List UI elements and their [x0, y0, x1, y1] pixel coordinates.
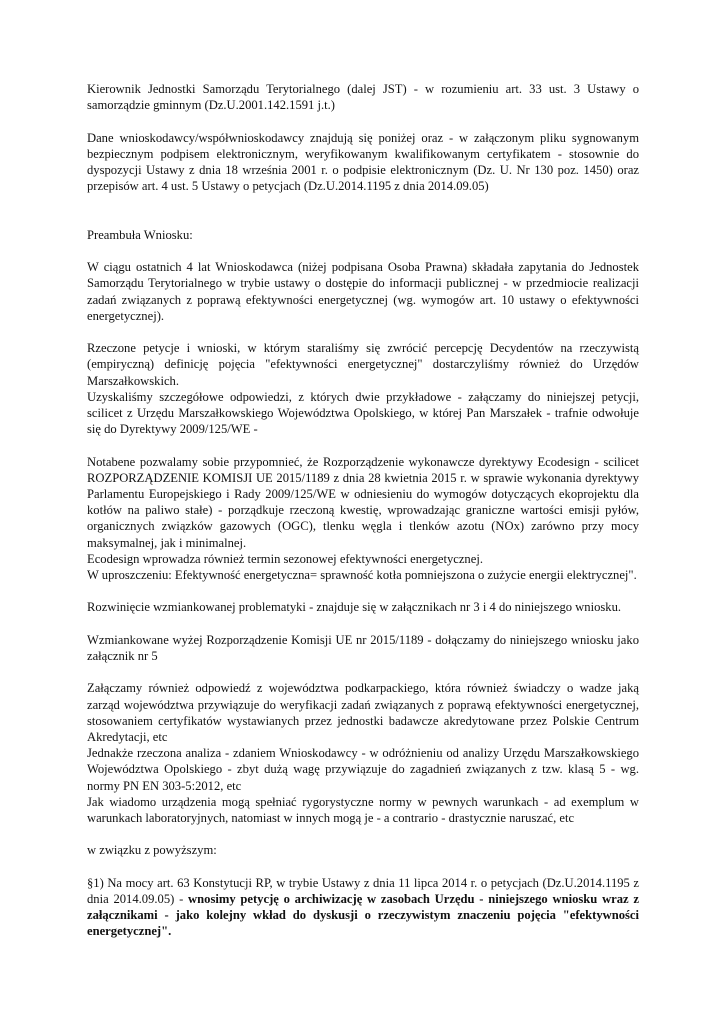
simplification-paragraph: W uproszczeniu: Efektywność energetyczna= sprawność kotła pomniejszona o zużycie energii elektrycznej".	[87, 568, 637, 583]
analysis-paragraph: Jednakże rzeczona analiza - zdaniem Wnioskodawcy - w odróżnieniu od analizy Urzędu Marszałkowskiego Województwa Opolskiego - zbyt dużą wagę przywiązuje do zagadnień związanych z tzw. klasą 5 - wg. normy PN EN 303-5:2012, etc	[87, 746, 639, 793]
document-page	[87, 81, 639, 940]
petition-request: wnosimy petycję o archiwizację w zasobach Urzędu - niniejszego wniosku wraz z załącznikami - jako kolejny wkład do dyskusji o rzeczywistym znaczeniu pojęcia "efektywności energetycznej".	[87, 892, 639, 939]
ecodesign-season-paragraph: Ecodesign wprowadza również termin sezonowej efektywności energetycznej.	[87, 551, 483, 566]
preamble-paragraph-3: Uzyskaliśmy szczegółowe odpowiedzi, z których dwie przykładowe - załączamy do niniejszej petycji, scilicet z Urzędu Marszałkowskiego Województwa Opolskiego, w której Pan Marszałek - trafnie odwołuje się do Dyrektywy 2009/125/WE -	[87, 389, 639, 437]
petition-legal-basis: §1) Na mocy art. 63 Konstytucji RP, w trybie Ustawy z dnia 11 lipca 2014 r. o petycjach (Dz.U.2014.1195 z dnia 2014.09.05) -	[87, 875, 639, 906]
preamble-paragraph-1: W ciągu ostatnich 4 lat Wnioskodawca (niżej podpisana Osoba Prawna) składała zapytania do Jednostek Samorządu Terytorialnego w trybie ustawy o dostępie do informacji publicznej - w przedmiocie realizacji zadań związanych z poprawą efektywności energetycznej (wg. wymogów art. 10 ustawy o efektywności energetycznej).	[87, 260, 639, 323]
ecodesign-paragraph: Notabene pozwalamy sobie przypomnieć, że Rozporządzenie wykonawcze dyrektywy Ecodesign - scilicet ROZPORZĄDZENIE KOMISJI UE 2015/1189 z dnia 28 kwietnia 2015 r. w sprawie wykonania dyrektywy Parlamentu Europejskiego i Rady 2009/125/WE w odniesieniu do wymogów dotyczących ekoprojektu dla kotłów na paliwo stałe) - porządkuje rzeczoną kwestię, wprowadzając graniczne wartości emisji pyłów, organicznych związków gazowych (OGC), tlenku węgla i tlenków azotu (NOx) zarówno przy mocy maksymalnej, jak i minimalnej.	[87, 454, 639, 550]
preamble-paragraph-2: Rzeczone petycje i wnioski, w którym staraliśmy się zwrócić percepcję Decydentów na rzeczywistą (empiryczną) definicję pojęcia "efektywności energetycznej" dostarczyliśmy również do Urzędów Marszałkowskich.	[87, 341, 639, 388]
podkarpackie-paragraph: Załączamy również odpowiedź z województwa podkarpackiego, która również świadczy o wadze jaką zarząd województwa przywiązuje do weryfikacji zadań związanych z poprawą efektywności energetycznej, stosowaniem certyfikatów wystawianych przez jednostki badawcze akredytowane przez Polskie Centrum Akredytacji, etc	[87, 681, 639, 744]
attachment-5-paragraph: Wzmiankowane wyżej Rozporządzenie Komisji UE nr 2015/1189 - dołączamy do niniejszego wniosku jako załącznik nr 5	[87, 632, 639, 663]
preamble-heading: Preambuła Wniosku:	[87, 227, 193, 242]
attachments-3-4-paragraph: Rozwinięcie wzmiankowanej problematyki - znajduje się w załącznikach nr 3 i 4 do niniejszego wniosku.	[87, 600, 622, 615]
petition-paragraph	[87, 875, 639, 940]
header-paragraph: Kierownik Jednostki Samorządu Terytorialnego (dalej JST) - w rozumieniu art. 33 ust. 3 Ustawy o samorządzie gminnym (Dz.U.2001.142.1591 j.t.)	[87, 82, 639, 113]
norms-paragraph: Jak wiadomo urządzenia mogą spełniać rygorystyczne normy w pewnych warunkach - ad exemplum w warunkach laboratoryjnych, natomiast w innych mogą je - a contrario - drastycznie naruszać, etc	[87, 794, 639, 826]
therefore-paragraph: w związku z powyższym:	[87, 843, 217, 858]
applicant-data-paragraph: Dane wnioskodawcy/współwnioskodawcy znajdują się poniżej oraz - w załączonym pliku sygnowanym bezpiecznym podpisem elektronicznym, weryfikowanym kwalifikowanym certyfikatem - stosownie do dyspozycji Ustawy z dnia 18 września 2001 r. o podpisie elektronicznym (Dz. U. Nr 130 poz. 1450) oraz przepisów art. 4 ust. 5 Ustawy o petycjach (Dz.U.2014.1195 z dnia 2014.09.05)	[87, 130, 639, 194]
